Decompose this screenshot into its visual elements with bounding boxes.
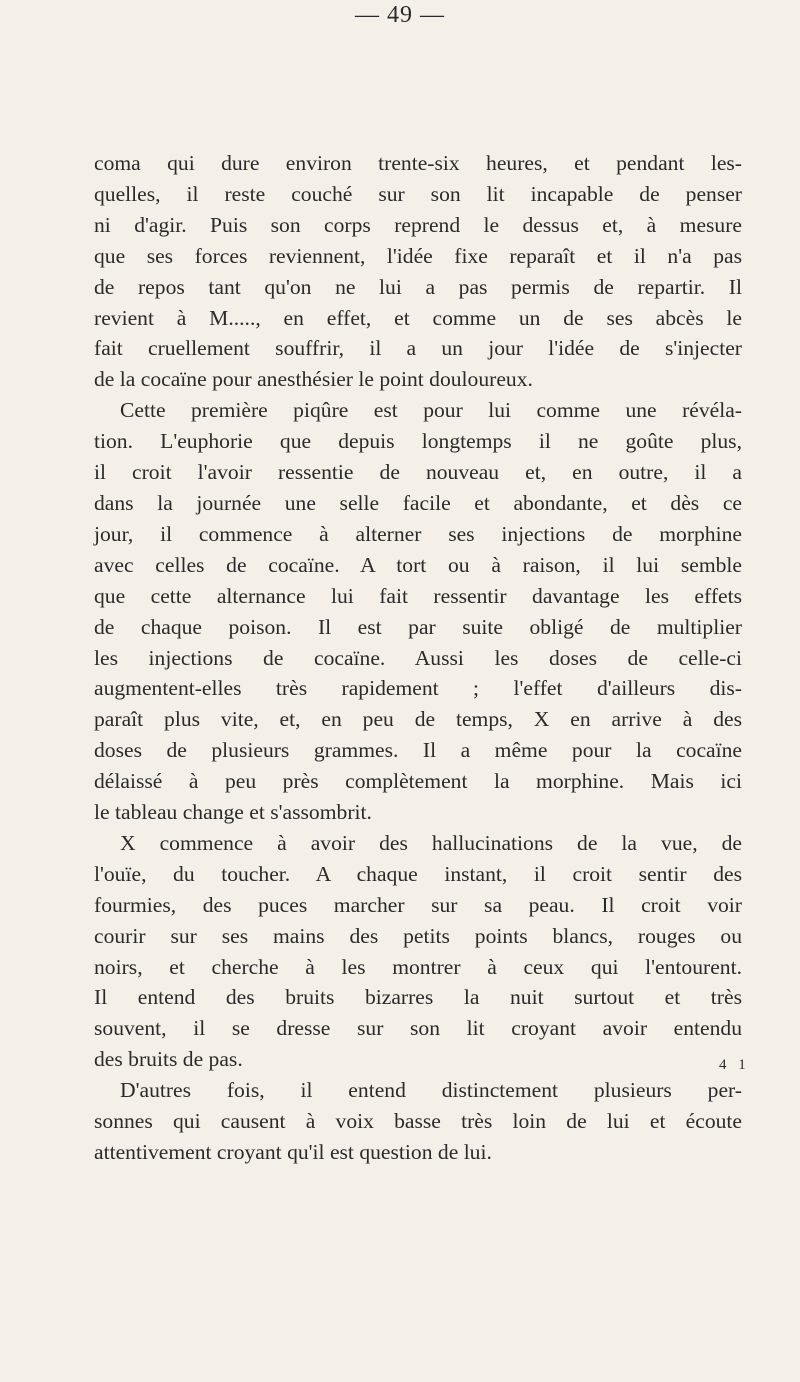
- text-line: augmentent-elles très rapidement ; l'effet d'ailleurs dis-: [94, 676, 742, 701]
- text-line: attentivement croyant qu'il est question de lui.: [94, 1140, 492, 1164]
- text-line: paraît plus vite, et, en peu de temps, X en arrive à des: [94, 707, 742, 732]
- text-line: de la cocaïne pour anesthésier le point douloureux.: [94, 367, 533, 392]
- paragraph-1: [94, 148, 742, 395]
- text-line: délaissé à peu près complètement la morphine. Mais ici: [94, 769, 742, 794]
- text-line: de chaque poison. Il est par suite obligé de multiplier: [94, 614, 742, 639]
- text-line: avec celles de cocaïne. A tort ou à raison, il lui semble: [94, 552, 742, 577]
- text-line: tion. L'euphorie que depuis longtemps il ne goûte plus,: [94, 429, 742, 454]
- text-line: que ses forces reviennent, l'idée fixe reparaît et il n'a pas: [94, 243, 742, 268]
- text-line: le tableau change et s'assombrit.: [94, 800, 372, 825]
- paragraph-3: [94, 828, 742, 1075]
- page-number: — 49 —: [355, 2, 445, 28]
- text-line: sonnes qui causent à voix basse très loin de lui et écoute: [94, 1109, 742, 1134]
- text-line: jour, il commence à alterner ses injections de morphine: [94, 521, 742, 546]
- text-line: fait cruellement souffrir, il a un jour l'idée de s'injecter: [94, 336, 742, 361]
- text-line: quelles, il reste couché sur son lit incapable de penser: [94, 181, 742, 206]
- text-line: D'autres fois, il entend distinctement plusieurs per-: [120, 1078, 742, 1103]
- text-line: ni d'agir. Puis son corps reprend le dessus et, à mesure: [94, 212, 742, 237]
- text-line: Cette première piqûre est pour lui comme une révéla-: [120, 398, 742, 423]
- text-line: les injections de cocaïne. Aussi les doses de celle-ci: [94, 645, 742, 670]
- text-line: noirs, et cherche à les montrer à ceux qui l'entourent.: [94, 954, 742, 979]
- text-line: de repos tant qu'on ne lui a pas permis de repartir. Il: [94, 274, 742, 299]
- paragraph-2: [94, 395, 742, 828]
- text-line: X commence à avoir des hallucinations de la vue, de: [120, 830, 742, 855]
- text-line: fourmies, des puces marcher sur sa peau. Il croit voir: [94, 892, 742, 917]
- text-line: souvent, il se dresse sur son lit croyant avoir entendu: [94, 1016, 742, 1041]
- paragraph-4: [94, 1075, 742, 1168]
- text-line: revient à M....., en effet, et comme un de ses abcès le: [94, 305, 742, 330]
- text-line: des bruits de pas.: [94, 1047, 243, 1072]
- text-line: que cette alternance lui fait ressentir davantage les effets: [94, 583, 742, 608]
- text-line: Il entend des bruits bizarres la nuit surtout et très: [94, 985, 742, 1010]
- signature-mark: 4 1: [719, 1057, 750, 1073]
- text-line: coma qui dure environ trente-six heures, et pendant les-: [94, 151, 742, 175]
- text-line: courir sur ses mains des petits points blancs, rouges ou: [94, 923, 742, 948]
- text-line: l'ouïe, du toucher. A chaque instant, il croit sentir des: [94, 861, 742, 886]
- body-text: [94, 148, 742, 1168]
- text-line: doses de plusieurs grammes. Il a même pour la cocaïne: [94, 738, 742, 763]
- text-line: il croit l'avoir ressentie de nouveau et, en outre, il a: [94, 460, 742, 485]
- text-line: dans la journée une selle facile et abondante, et dès ce: [94, 490, 742, 515]
